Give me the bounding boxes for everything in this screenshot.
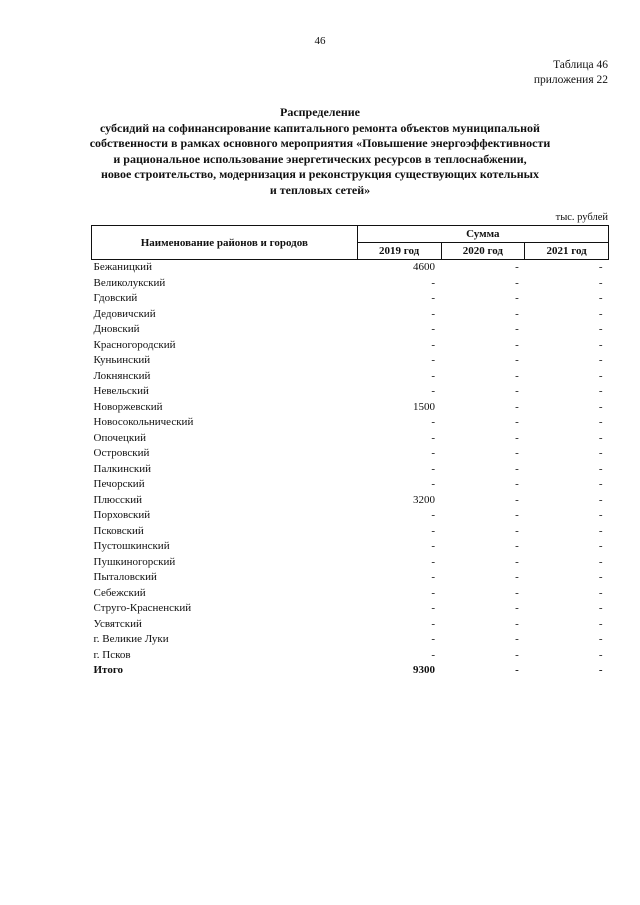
value-2019: 3200 <box>413 493 436 506</box>
district-name: Порховский <box>93 509 151 521</box>
district-name: Дедовичский <box>93 307 156 320</box>
value-2019: - <box>431 369 436 382</box>
table-row <box>92 539 609 555</box>
value-2019: - <box>431 509 436 521</box>
header-year-2019: 2019 год <box>357 243 441 260</box>
value-2019: 4600 <box>413 261 436 273</box>
document-title <box>60 105 580 198</box>
value-2021: - <box>598 338 603 351</box>
table-row <box>92 400 609 416</box>
district-name: Пушкиногорский <box>93 555 176 568</box>
district-name: Невельский <box>93 385 149 397</box>
title-line: и тепловых сетей» <box>269 182 371 197</box>
table-row <box>92 555 609 571</box>
value-2019: - <box>431 617 436 630</box>
value-2021: - <box>598 261 603 273</box>
value-2021: - <box>598 292 603 304</box>
value-2020: - <box>515 261 519 273</box>
table-row <box>92 384 609 400</box>
value-2020: - <box>515 462 519 475</box>
value-2019: - <box>431 307 436 320</box>
district-name: г. Псков <box>93 648 131 661</box>
table-row <box>92 570 609 586</box>
table-row <box>92 524 609 540</box>
title-line: собственности в рамках основного мероприятия «Повышение энергоэффективности <box>89 136 551 150</box>
value-2021: - <box>598 385 603 397</box>
value-2019: - <box>431 323 436 335</box>
value-2019: - <box>431 292 436 304</box>
value-2021: - <box>598 307 603 320</box>
district-name: Новосокольнический <box>93 416 194 428</box>
header-year-2021: 2021 год <box>525 243 609 260</box>
table-row <box>92 369 609 385</box>
value-2019: - <box>431 385 436 397</box>
value-2021: - <box>598 431 603 444</box>
value-2019: - <box>431 478 436 490</box>
value-2020: - <box>515 416 519 428</box>
header-year-2020: 2020 год <box>441 243 525 260</box>
value-2019: 9300 <box>413 664 436 676</box>
value-2021: - <box>598 633 603 645</box>
header-sum: Сумма <box>357 226 608 243</box>
district-name: Великолукский <box>93 276 166 289</box>
district-name: Псковский <box>93 524 144 537</box>
district-name: Куньинский <box>93 354 151 366</box>
value-2020: - <box>515 540 519 552</box>
value-2021: - <box>598 509 603 521</box>
district-name: Бежаницкий <box>93 261 152 273</box>
table-row <box>92 338 609 354</box>
value-2020: - <box>515 493 519 506</box>
title-line: и рациональное использование энергетических ресурсов в теплоснабжении, <box>113 151 527 166</box>
value-2020: - <box>515 602 519 614</box>
district-name: Усвятский <box>93 617 142 630</box>
table-row <box>92 322 609 338</box>
district-name: Струго-Красненский <box>93 602 192 614</box>
table-row <box>92 260 609 276</box>
district-name: Пыталовский <box>93 571 157 583</box>
district-name: Палкинский <box>93 462 152 475</box>
table-row <box>92 508 609 524</box>
table-row <box>92 477 609 493</box>
district-name: Дновский <box>93 323 140 335</box>
district-name: Локнянский <box>93 369 151 382</box>
subsidy-table <box>91 225 609 679</box>
table-row <box>92 462 609 478</box>
title-line: новое строительство, модернизация и реконструкция существующих котельных <box>100 167 540 181</box>
value-2021: - <box>598 369 603 382</box>
value-2020: - <box>515 292 519 304</box>
value-2019: - <box>431 524 436 537</box>
value-2021: - <box>598 648 603 661</box>
value-2021: - <box>598 555 603 568</box>
units-label: тыс. рублей <box>555 212 608 223</box>
value-2020: - <box>515 617 519 630</box>
value-2019: - <box>431 416 436 428</box>
header-row <box>92 226 609 243</box>
value-2019: - <box>431 648 436 661</box>
value-2021: - <box>598 571 603 583</box>
value-2019: - <box>431 431 436 444</box>
value-2020: - <box>515 276 519 289</box>
value-2019: - <box>431 276 436 289</box>
value-2021: - <box>598 602 603 614</box>
value-2020: - <box>515 648 519 661</box>
table-row <box>92 276 609 292</box>
value-2021: - <box>598 524 603 537</box>
value-2020: - <box>515 385 519 397</box>
value-2020: - <box>515 509 519 521</box>
district-name: Опочецкий <box>93 431 146 444</box>
table-row <box>92 493 609 509</box>
value-2021: - <box>598 540 603 552</box>
district-name: Пустошкинский <box>93 540 170 552</box>
value-2021: - <box>598 323 603 335</box>
value-2020: - <box>515 447 519 459</box>
table-row <box>92 601 609 617</box>
value-2019: - <box>431 555 436 568</box>
value-2020: - <box>515 633 519 645</box>
value-2021: - <box>598 586 603 599</box>
table-row <box>92 617 609 633</box>
table-row <box>92 632 609 648</box>
district-name: г. Великие Луки <box>93 633 169 645</box>
value-2019: - <box>431 586 436 599</box>
table-body <box>92 260 609 679</box>
value-2019: - <box>431 338 436 351</box>
value-2021: - <box>598 276 603 289</box>
district-name: Новоржевский <box>93 400 163 413</box>
district-name: Итого <box>93 664 124 676</box>
value-2019: - <box>431 540 436 552</box>
value-2019: - <box>431 447 436 459</box>
table-number: Таблица 46 <box>553 59 608 71</box>
value-2021: - <box>598 462 603 475</box>
value-2020: - <box>515 400 519 413</box>
table-reference <box>534 58 608 88</box>
value-2019: - <box>431 633 436 645</box>
value-2021: - <box>598 447 603 459</box>
table-row <box>92 648 609 664</box>
value-2021: - <box>598 664 603 676</box>
table-row <box>92 291 609 307</box>
district-name: Островский <box>93 447 150 459</box>
value-2020: - <box>515 524 519 537</box>
total-row <box>92 663 609 679</box>
value-2019: - <box>431 602 436 614</box>
title-line: Распределение <box>279 105 361 119</box>
value-2020: - <box>515 664 519 676</box>
value-2020: - <box>515 431 519 444</box>
district-name: Красногородский <box>93 338 176 351</box>
table-row <box>92 586 609 602</box>
table-row <box>92 431 609 447</box>
title-line: субсидий на софинансирование капитального ремонта объектов муниципальной <box>100 120 540 135</box>
value-2020: - <box>515 555 519 568</box>
value-2020: - <box>515 369 519 382</box>
value-2020: - <box>515 338 519 351</box>
value-2021: - <box>598 416 603 428</box>
value-2021: - <box>598 400 603 413</box>
value-2020: - <box>515 323 519 335</box>
appendix-number: приложения 22 <box>533 74 608 86</box>
value-2020: - <box>515 571 519 583</box>
value-2021: - <box>598 493 603 506</box>
value-2019: - <box>431 354 436 366</box>
value-2020: - <box>515 354 519 366</box>
page-number: 46 <box>314 35 326 47</box>
district-name: Печорский <box>93 478 145 490</box>
value-2019: - <box>431 462 436 475</box>
district-name: Гдовский <box>93 292 138 304</box>
district-name: Себежский <box>93 586 146 599</box>
value-2020: - <box>515 586 519 599</box>
value-2021: - <box>598 354 603 366</box>
value-2020: - <box>515 478 519 490</box>
district-name: Плюсский <box>93 493 143 506</box>
header-name: Наименование районов и городов <box>92 226 358 260</box>
table-row <box>92 307 609 323</box>
value-2019: - <box>431 571 436 583</box>
value-2021: - <box>598 617 603 630</box>
table-row <box>92 415 609 431</box>
table-row <box>92 353 609 369</box>
value-2019: 1500 <box>413 400 436 413</box>
table-row <box>92 446 609 462</box>
value-2020: - <box>515 307 519 320</box>
value-2021: - <box>598 478 603 490</box>
